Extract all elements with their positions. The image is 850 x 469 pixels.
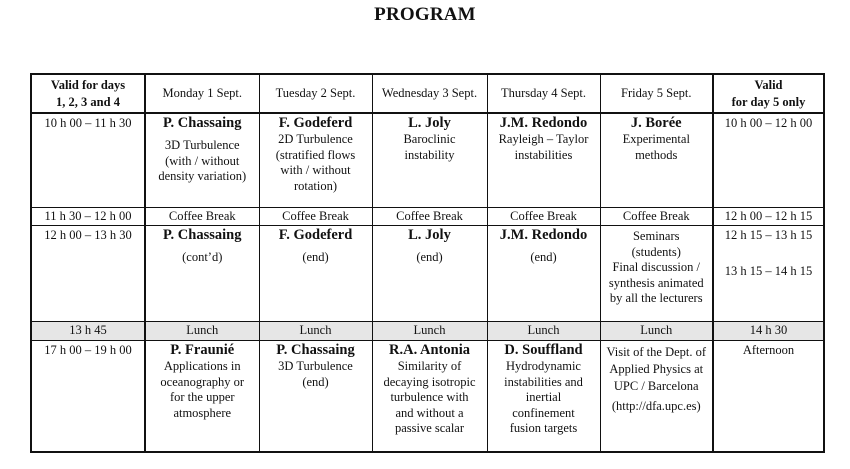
topic-line: (end) (302, 250, 329, 264)
lecturer-name: P. Chassaing (276, 342, 355, 358)
time-text: 13 h 15 – 14 h 15 (724, 263, 813, 278)
topic-line: (end) (302, 374, 329, 389)
topic-line: Seminars (632, 229, 680, 243)
topic-line: rotation) (293, 178, 338, 193)
lecturer-name: J.M. Redondo (499, 115, 588, 131)
time-text: 10 h 00 – 11 h 30 (44, 116, 132, 130)
session-cell-monday (145, 341, 259, 453)
time-cell-day5: 14 h 30 (713, 322, 824, 341)
header-row (31, 74, 824, 113)
lecturer-name: P. Chassaing (163, 115, 242, 131)
page-title: PROGRAM (374, 4, 476, 25)
program-table (30, 73, 825, 453)
coffee-break-cell: Coffee Break (145, 208, 259, 226)
header-valid-day-5 (713, 74, 824, 113)
lecturer-name: F. Godeferd (278, 227, 353, 243)
topic-line: atmosphere (173, 405, 232, 420)
topic-line: UPC / Barcelona (613, 379, 699, 393)
topic-line: by all the lecturers (609, 291, 703, 305)
session-cell-tuesday (259, 341, 372, 453)
topic-line: passive scalar (394, 421, 465, 435)
topic-line: 2D Turbulence (278, 132, 353, 146)
topic-line: Applications in (163, 359, 241, 373)
time-cell (31, 226, 145, 322)
topic-line: Hydrodynamic (506, 359, 581, 373)
topic-line: (end) (416, 250, 443, 264)
lecturer-name: F. Godeferd (278, 115, 353, 131)
topic-line: (stratified flows (275, 147, 356, 162)
topic-line: Baroclinic (403, 132, 456, 146)
topic-line: Similarity of (397, 359, 462, 373)
time-cell-day5: 12 h 00 – 12 h 15 (713, 208, 824, 226)
table-row-morning (31, 113, 824, 208)
session-cell-thursday (487, 341, 600, 453)
time-cell-day5 (713, 226, 824, 322)
coffee-break-cell: Coffee Break (259, 208, 372, 226)
lunch-cell: Lunch (600, 322, 713, 341)
session-cell-tuesday (259, 113, 372, 208)
topic-line: methods (635, 147, 678, 162)
topic-line: turbulence with (390, 390, 469, 404)
time-cell-day5 (713, 341, 824, 453)
header-day-thursday: Thursday 4 Sept. (487, 74, 600, 113)
topic-line: Final discussion / (612, 260, 700, 274)
topic-line: 3D Turbulence (164, 138, 240, 152)
lecturer-name: L. Joly (408, 227, 451, 243)
time-text: 12 h 15 – 13 h 15 (724, 228, 813, 242)
session-cell-monday (145, 113, 259, 208)
header-day-friday: Friday 5 Sept. (600, 74, 713, 113)
lecturer-name: R.A. Antonia (389, 342, 470, 358)
time-cell (31, 113, 145, 208)
dfa-link[interactable]: (http://dfa.upc.es) (611, 399, 701, 413)
lunch-cell: Lunch (259, 322, 372, 341)
header-line: 1, 2, 3 and 4 (56, 94, 120, 109)
lecturer-name: D. Souffland (504, 342, 583, 358)
time-text: 12 h 00 – 13 h 30 (44, 228, 132, 242)
topic-line: Experimental (622, 132, 690, 146)
coffee-break-cell: Coffee Break (600, 208, 713, 226)
coffee-break-cell: Coffee Break (372, 208, 487, 226)
time-text: Afternoon (742, 343, 795, 357)
time-cell-day5 (713, 113, 824, 208)
topic-line: instability (404, 147, 455, 162)
topic-line: for the upper (169, 390, 235, 404)
topic-line: Visit of the Dept. of (606, 345, 707, 359)
topic-line: (students) (631, 244, 681, 259)
topic-line: (with / without (165, 153, 240, 168)
topic-line: with / without (280, 163, 351, 177)
time-text: 17 h 00 – 19 h 00 (44, 343, 132, 357)
topic-line: synthesis animated (608, 275, 704, 290)
time-text: 10 h 00 – 12 h 00 (724, 116, 813, 130)
topic-line: (cont’d) (182, 250, 223, 264)
topic-line: confinement (512, 405, 575, 420)
header-day-wednesday: Wednesday 3 Sept. (372, 74, 487, 113)
session-cell-friday (600, 113, 713, 208)
table-row-lunch (31, 322, 824, 341)
header-line: Valid for days (50, 77, 126, 92)
header-valid-days-1-4 (31, 74, 145, 113)
session-cell-wednesday (372, 341, 487, 453)
header-line: for day 5 only (731, 94, 806, 109)
time-cell: 13 h 45 (31, 322, 145, 341)
session-cell-thursday (487, 226, 600, 322)
topic-line: 3D Turbulence (278, 359, 353, 373)
topic-line: instabilities (514, 147, 573, 162)
lecturer-name: P. Fraunié (170, 342, 235, 358)
topic-line: instabilities and (504, 374, 583, 389)
topic-line: fusion targets (509, 421, 578, 435)
coffee-break-cell: Coffee Break (487, 208, 600, 226)
topic-line: density variation) (158, 169, 247, 183)
lecturer-name: L. Joly (408, 115, 451, 131)
topic-line: Rayleigh – Taylor (498, 132, 589, 146)
lunch-cell: Lunch (487, 322, 600, 341)
lecturer-name: P. Chassaing (163, 227, 242, 243)
header-day-monday: Monday 1 Sept. (145, 74, 259, 113)
table-row-evening (31, 341, 824, 453)
topic-line: decaying isotropic (383, 374, 476, 389)
lunch-cell: Lunch (145, 322, 259, 341)
session-cell-friday (600, 341, 713, 453)
topic-line: (end) (530, 250, 557, 264)
lecturer-name: J.M. Redondo (499, 227, 588, 243)
session-cell-thursday (487, 113, 600, 208)
time-cell (31, 341, 145, 453)
table-row-coffee-break (31, 208, 824, 226)
topic-line: inertial (525, 390, 562, 404)
topic-line: oceanography or (160, 374, 245, 389)
topic-line: Applied Physics at (609, 362, 704, 376)
lecturer-name: J. Borée (630, 115, 682, 131)
lunch-cell: Lunch (372, 322, 487, 341)
topic-line: and without a (395, 405, 464, 420)
header-line: Valid (754, 77, 783, 92)
table-row-midday (31, 226, 824, 322)
session-cell-friday (600, 226, 713, 322)
session-cell-wednesday (372, 113, 487, 208)
session-cell-tuesday (259, 226, 372, 322)
session-cell-monday (145, 226, 259, 322)
time-cell: 11 h 30 – 12 h 00 (31, 208, 145, 226)
header-day-tuesday: Tuesday 2 Sept. (259, 74, 372, 113)
session-cell-wednesday (372, 226, 487, 322)
